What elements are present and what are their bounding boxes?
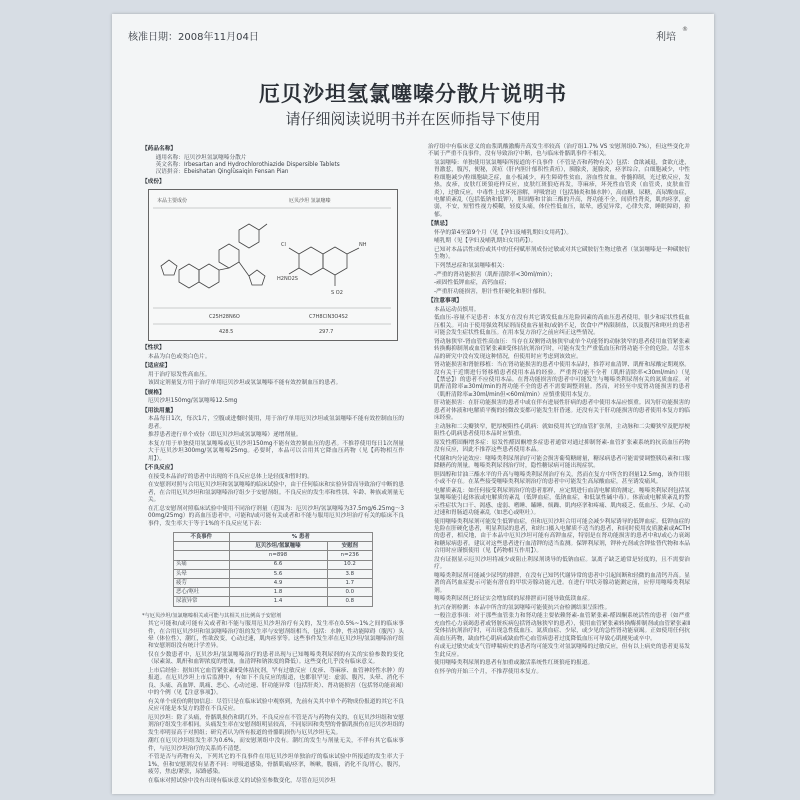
irbesartan-structure [161, 224, 267, 288]
caution-text-5: 肝功能损害：在肝功能损害的患者中或在伴有进展性肝病的患者中使用本品应慎重。因为肝功能损害的患者对体液和电解质平衡的轻微改变都可能发生肝昏迷。还没有关于肝功能损害的患者使用本复方的临床经验。 [434, 400, 690, 422]
pinyin-name-label: 汉语拼音： [155, 169, 184, 176]
mw-left: 428.5 [219, 329, 234, 336]
section-heading-cautions: 【注意事项】 [428, 298, 463, 305]
table-cell: 5.6 [229, 569, 327, 578]
contra-text-7: -严重肝功能损害，胆汁性肝硬化和胆汁郁积。 [434, 288, 550, 295]
caution-text-13: 噻嗪类利尿剂可能减少尿钙的排泄，在没有已知钙代谢异常的患者中引起间断和轻微的血清钙升高。显著的高钙血症提示可能有潜在的甲状旁腺功能亢进。在进行甲状旁腺功能测定前，应停用噻嗪类利尿剂。 [434, 572, 690, 594]
table-cell: 1.8 [229, 588, 327, 597]
caution-text-16: 一般注意事项：对于那些血管张力和肾功能主要依赖肾素-血管紧张素-醛固酮系统活性的患者（如严重充血性心力衰竭患者或肾脏疾病包括肾动脉狭窄的患者），使用血管紧张素转换酶抑制剂或血管紧张素Ⅱ受体拮抗剂治疗时，可出现急性低血压、氮质血症、少尿，或少见的急性肾功能衰竭。正如使用任何抗高血压药物，缺血性心肌病或缺血性心血管病患者过度降低血压可导致心肌梗死或卒中。 [434, 613, 690, 642]
adverse-text-9: 潮红在厄贝沙坦组发生率为0.6%，而安慰剂组中没有。潮红的发生与剂量无关，不伴有其它临床事件，与厄贝沙坦治疗的关系尚不清楚。 [148, 738, 404, 752]
table-row [174, 560, 373, 569]
spec-text: 厄贝沙坦150mg/氢氯噻嗪12.5mg [148, 398, 238, 405]
adverse-text-2: 在安慰剂对照与合用厄贝沙坦和氢氯噻嗪的临床试验中，由于任何临床和实验异常而导致治疗中断的患者，在合用厄贝沙坦和氢氯噻嗪治疗组少于安慰剂组。不良反应的发生率和性别、年龄、种族或剂量无关。 [148, 482, 404, 504]
contra-text-4: 下列禁忌症和氢氯噻嗪相关： [434, 263, 508, 270]
svg-text:Cl: Cl [281, 242, 286, 249]
adverse-text-6: 上市后经验：据知其它血管紧张素Ⅱ受体拮抗剂，罕有过敏反应（皮疹、荨麻疹、血管神经性水肿）的报道。在厄贝沙坦上市后监测中，有如下不良反应的报道，也都很罕见：虚弱、腹泻、头晕、消化不良、头痛、高血钾、肌痛、恶心、心动过速、肝功能异常（包括肝炎）、肾功能损害（包括肾功能衰竭）中的个例（见【注意事项】）。 [148, 667, 404, 697]
caution-text-19: 在怀孕的开始三个月，不推荐使用本复方。 [434, 668, 543, 675]
right-text-1: 氢氯噻嗪：单独使用氢氯噻嗪所报道的不良事件（不管是否和药物有关）包括：食欲减退，食欲亢进，胃激惹，腹泻，便秘，黄疸（肝内胆汁郁积性黄疸），胰腺炎，涎腺炎，痉挛综合，白细胞减少，中性粒细胞减少/粒细胞缺乏症，血小板减少，再生障碍性贫血，溶血性贫血，骨髓抑制，光过敏反应，发热，皮疹，皮肤红斑狼疮样反应，皮肤红斑狼疮再发，荨麻疹，坏死性血管炎（血管炎，皮肤血管炎），过敏反应，中毒性上皮坏死溶解，呼吸窘迫（包括肺炎和肺水肿），高血糖，尿糖，高尿酸血症，电解质紊乱（包括低钠和低钾），胆固醇和甘油三酯的升高，肾功能不全，间质性肾炎，肌肉痉挛，虚弱，不安，短暂性视力模糊，轻度头痛，体位性低血压，眩晕，感觉异常，心律失常，睡眠障碍，抑郁。 [434, 160, 690, 218]
formula-left: C25H28N6O [209, 314, 240, 321]
left-column [142, 144, 404, 786]
adverse-text-10: 不管是否与药物有关，下列其它的不良事件在用厄贝沙坦单独治疗的临床试验中所报道的发生率大于1%，但和安慰剂没有显著不同：呼吸道感染，骨骼肌痛/痉挛，咳嗽，腹痛，消化不良/胃心，腹泻，疲劳，焦虑/紧张，尿路感染。 [148, 754, 404, 775]
caution-text-3: 肾动脉狭窄-肾血管性高血压：当存在双侧肾动脉狭窄或单个功能肾的动脉狭窄的患者使用血管紧张素转换酶抑制剂或血管紧张素Ⅱ受体拮抗剂治疗时，可能有发生严重低血压和肾功能不全的危险。尽管本品的研究中没有发现这种情况，但使用时应考虑到该效应。 [434, 338, 690, 360]
structure-title-left: 本品主要成份 [157, 198, 188, 205]
table-header-placebo: 安慰剂 [327, 542, 372, 551]
generic-name-label: 通用名称： [155, 154, 184, 161]
appearance-text: 本品为白色或类白色片。 [148, 353, 211, 360]
section-heading-dosage: 【用法用量】 [142, 407, 177, 414]
caution-text-9: 胆固醇和甘油三酯水平的升高与噻嗪类利尿剂治疗有关，然而在复方中所含的剂量12.5mg，该作用很小或不存在。在某些接受噻嗪类利尿剂治疗的患者中可能发生高尿酸血症，甚至诱发痛风。 [434, 471, 690, 486]
table-cell: 恶心/呕吐 [174, 588, 230, 597]
table-header-percent: % 患者 [229, 533, 372, 542]
table-cell: 3.8 [327, 569, 372, 578]
table-cell: 6.6 [229, 560, 327, 569]
adverse-text-11: 在临床对照试验中没有出现有临床意义的试验室参数变化，尽管在厄贝沙坦 [148, 777, 336, 784]
approval-date: 核准日期：2008年11月04日 [128, 32, 259, 43]
adverse-text-3: 在汇总安慰剂对照临床试验中使用不同治疗剂量（范围为：厄贝沙坦/氢氯噻嗪为37.5mg/6.25mg～300mg/25mg）的高血压患者中，可能和/或可能有关或者和不能与服用厄贝沙坦治疗有关的临床不良事件，发生率大于等于1%的不良反应见下表： [148, 505, 404, 527]
dosage-text-2: 推荐患者进行单个成份（即厄贝沙坦或氢氯噻嗪）递增剂量。 [148, 432, 302, 439]
adverse-text-7: 有关单个成份的附加信息：尽管只是在临床试验中观察到，先前有关其中单个药物成份报道的其它不良反应可能是本复方的潜在不良反应。 [148, 698, 404, 713]
adverse-text-8: 厄贝沙坦：除了头痛，骨骼肌损伤和肌红外，不良反应在不管是否与药物有关的，在厄贝沙坦组和安慰剂治疗组发生率相同。头痛发生率在安慰剂组明显较高，不同原因和类型的骨骼肌损伤在厄贝沙坦组的发生率明显高于对照组；研究者认为所有报道的骨骼肌损伤与厄贝沙坦无关。 [148, 714, 404, 736]
contra-text-2: 哺乳期（见【孕妇及哺乳期妇女用药】）。 [434, 238, 537, 245]
caution-text-11: 使用噻嗪类利尿剂可能发生低钾血症，但和厄贝沙坦合用可能会减少利尿诱导的低钾血症。低钾血症的危险在肝硬化患者，明显利尿的患者，和经口摄入电解质不适当的患者，和同时使用皮质激素或ACTH的患者，相反地，由于本品中厄贝沙坦可能有高钾血症，特别是在肾功能损害的患者中和/或心力衰竭和糖尿病患者。建议对这些患者进行血清钾的适当监测。保钾利尿剂，钾补充剂或含钾盐替代物和本品合用时应谨慎使用（见【药物相互作用】）。 [434, 518, 690, 555]
caution-text-8: 代谢和内分泌效应：噻嗪类利尿剂治疗可能会损害葡萄糖耐量，糖尿病患者可能需要调整胰岛素和口服降糖药的剂量。噻嗪类利尿剂治疗时，隐性糖尿病可能出现症状。 [434, 455, 690, 470]
caution-text-6: 主动脉和二尖瓣狭窄，肥厚梗阻性心肌病：就如使用其它的血管扩张剂，主动脉和二尖瓣狭窄及肥厚梗阻性心肌病患者使用本品时应慎重。 [434, 423, 690, 438]
generic-name-value: 厄贝沙坦氢氯噻嗪分散片 [184, 154, 247, 161]
caution-text-15: 抗兴奋剂检测：本品中所含的氢氯噻嗪可能使抗兴奋检测结果呈阳性。 [434, 604, 611, 611]
table-row [174, 597, 373, 606]
table-header-event: 不良事件 [174, 533, 230, 542]
caution-text-14: 噻嗪类利尿剂已经证实会增加镁的尿排泄而可能导致低镁血症。 [434, 596, 594, 603]
caution-text-17: 有或无过敏史或支气管哮喘病史的患者均可能发生对氢氯噻嗪的过敏反应，但有以上病史的患者更易发生此反应。 [434, 644, 690, 658]
adverse-text-5: 仅在少数患者中，厄贝沙坦/氢氯噻嗪治疗的患者出现与已知噻嗪类利尿剂的有关的实验参数的变化（尿素氮、肌酐和血钾浓度的增加，血清钾和钠浓度的降低）。这些变化几乎没有临床意义。 [148, 651, 404, 666]
adverse-text-1: 在接受本品治疗的患者中出现的不良反应总体上是轻度和暂时的。 [148, 473, 313, 480]
caution-text-1: 本品运动员慎用。 [434, 306, 480, 313]
formula-right: C7H8ClN3O4S2 [309, 314, 348, 321]
hydrochlorothiazide-structure [289, 247, 359, 286]
table-cell: 0.0 [327, 588, 372, 597]
svg-text:S O2: S O2 [331, 290, 343, 297]
caution-text-12: 没有证据显示厄贝沙坦将减少或阻止利尿剂诱导的低钠血症。氯离子缺乏通常是轻度的，且不需要治疗。 [434, 556, 690, 571]
table-cell: 1.7 [327, 578, 372, 587]
section-heading-adverse: 【不良反应】 [142, 465, 177, 472]
caution-text-10: 电解质紊乱：如任何接受利尿剂治疗的患者那样，应定期进行血清电解质的测定。噻嗪类利尿剂包括氢氯噻嗪能引起体液或电解质的紊乱（低钾血症，低钠血症，和低氯性碱中毒）。体液或电解质紊乱的警示性症状为口干、渴感、虚弱、嗜睡、瞌睡、烦躁、肌肉痉挛和疼痛、肌肉疲乏、低血压、少尿、心动过速和胃肠道功能紊乱（如恶心或呕吐）。 [434, 487, 690, 517]
adverse-events-table [173, 532, 373, 607]
caution-text-4: 肾功能损害和肾脏移植：当在肾功能损害的患者中使用本品时，推荐对血清钾、肌酐和尿酸定期观察。没有关于近期进行肾移植患者使用本品的经验。严重肾功能不全者（肌酐清除率<30ml/min）（见【禁忌】）的患者不应使用本品。在肾功能损害的患者中可能发生与噻嗪类利尿剂有关的氮质血症。对肌酐清除率≥30ml/min的肾功能不全的患者不需要调整剂量。然而，对轻至中度肾功能损害的患者（肌酐清除率≥30ml/min但<60ml/min）应慎重使用本复方。 [434, 362, 690, 398]
table-cell: 尿液异常 [174, 597, 230, 606]
chemical-structure-figure [148, 189, 398, 341]
table-row [174, 578, 373, 587]
pinyin-name-value: Ebeishatan Qinglüsaiqin Fensan Pian [184, 169, 289, 176]
table-subheader-n-combo: n=898 [229, 551, 327, 560]
section-heading-contraindication: 【禁忌】 [428, 221, 451, 228]
document-title: 厄贝沙坦氢氯噻嗪分散片说明书 [259, 82, 567, 106]
contra-text-3: 已知对本品活性成份或其中的任何赋形剂成份过敏或对其它磺胺衍生物过敏者（氢氯噻嗪是一种磺胺衍生物）。 [434, 247, 690, 261]
caution-text-18: 使用噻嗪类利尿剂的患者有加重或激活系统性红斑狼疮的报道。 [434, 660, 594, 667]
chemical-structure-drawing [149, 190, 395, 340]
package-insert-sheet [112, 14, 714, 794]
table-row [174, 588, 373, 597]
mw-right: 297.7 [319, 329, 334, 336]
table-cell: 1.4 [229, 597, 327, 606]
contra-text-6: -顽固性低钾血症，高钙血症； [434, 280, 510, 287]
dosage-text-3: 本复方用于单独使用氢氯噻嗪或厄贝沙坦150mg不能有效控制血压的患者。不推荐使用每日1次剂量大于厄贝沙坦300mg/氢氯噻嗪25mg。必要时，本品可以合用其它降血压药物（见【药物相互作用】）。 [148, 441, 404, 462]
table-cell: 疲劳 [174, 578, 230, 587]
caution-text-2: 低血压-容量不足患者：本复方在没有其它诱发低血压危险因素的高血压患者使用，很少和症状性低血压相关。可由于使用强效利尿剂而使血容量和/或钠不足，饮食中严格限制盐，以及腹泻和呕吐的患者可能会发生症状性低血压。在用本复方治疗之前应纠正这些情况。 [434, 315, 690, 337]
contra-text-5: -严重的肾功能损害（肌酐清除率<30ml/min）； [434, 271, 556, 278]
contra-text-1: 怀孕的第4至第9个月（见【孕妇及哺乳期妇女用药】）。 [434, 229, 573, 236]
indication-text-2: 该固定剂量复方用于治疗单用厄贝沙坦或氢氯噻嗪不能有效控制血压的患者。 [148, 380, 342, 387]
dosage-text-1: 本品每日1次，每次1片，空腹或进餐时使用，用于治疗单用厄贝沙坦或氢氯噻嗪不能有效控制血压的患者。 [148, 416, 404, 430]
section-heading-name: 【药品名称】 [142, 146, 177, 152]
table-footnote: *与厄贝沙坦/氢氯噻嗪相关或可能与其相关且比例高于安慰剂 [142, 612, 282, 619]
english-name-label: 英文名称： [155, 162, 184, 168]
table-cell: 10.2 [327, 560, 372, 569]
table-cell: 4.9 [229, 578, 327, 587]
right-text-0: 治疗组中有临床意义的血浆肌酸激酶升高发生率较高（治疗组1.7% VS 安慰剂组0.7%），但这些变化并不属于严重不良事件，没有导致治疗中断，也与临床骨骼肌事件不相关。 [428, 144, 690, 158]
section-heading-appearance: 【性状】 [142, 345, 165, 352]
table-header-combo: 厄贝沙坦/氢氯噻嗪 [229, 542, 327, 551]
right-column [428, 144, 690, 677]
svg-text:H2NO2S: H2NO2S [277, 276, 298, 283]
table-cell: 头晕 [174, 569, 230, 578]
generic-name-row [142, 155, 404, 162]
pinyin-name-row [142, 169, 404, 176]
table-subheader-n-placebo: n=236 [327, 551, 372, 560]
section-heading-spec: 【规格】 [142, 389, 165, 396]
registered-mark: ® [682, 26, 688, 33]
table-subheader-empty [174, 551, 230, 560]
table-row [174, 569, 373, 578]
section-heading-indication: 【适应症】 [142, 363, 171, 370]
structure-title-right: 厄贝沙坦 氢氯噻嗪 [289, 198, 331, 205]
adverse-text-4: 其它可能和/或可能有关或者和不能与服用厄贝沙坦治疗有关的，发生率在0.5%~1%之间的临床事件，在合用厄贝沙坦和氢氯噻嗪治疗组的发生率与安慰剂组相当，包括：水肿，性功能障碍（腹泻）头晕（体位性），潮红，性欲改变，心动过速，肌肉痉挛等。这些事件发生率在厄贝沙坦/氢氯噻嗪治疗组和安慰剂组没有统计学差异。 [148, 621, 404, 650]
document-subtitle: 请仔细阅读说明书并在医师指导下使用 [285, 110, 541, 128]
svg-text:NH: NH [359, 242, 367, 249]
table-cell: 头痛 [174, 560, 230, 569]
brand-name: 利培 [656, 32, 676, 43]
indication-text-1: 用于治疗原发性高血压。 [148, 371, 211, 378]
english-name-value: Irbesartan and Hydrochlorothiazide Dispersible Tablets [184, 162, 340, 168]
table-cell: 0.8 [327, 597, 372, 606]
caution-text-7: 原发性醛固酮增多症：原发性醛固酮增多症患者通常对通过抑制肾素-血管扩张素系统的抗高血压药物没有反应，因此不推荐这些患者使用本品。 [434, 439, 690, 454]
section-heading-composition: 【成份】 [142, 178, 165, 185]
table-subheader-blank [174, 542, 230, 551]
